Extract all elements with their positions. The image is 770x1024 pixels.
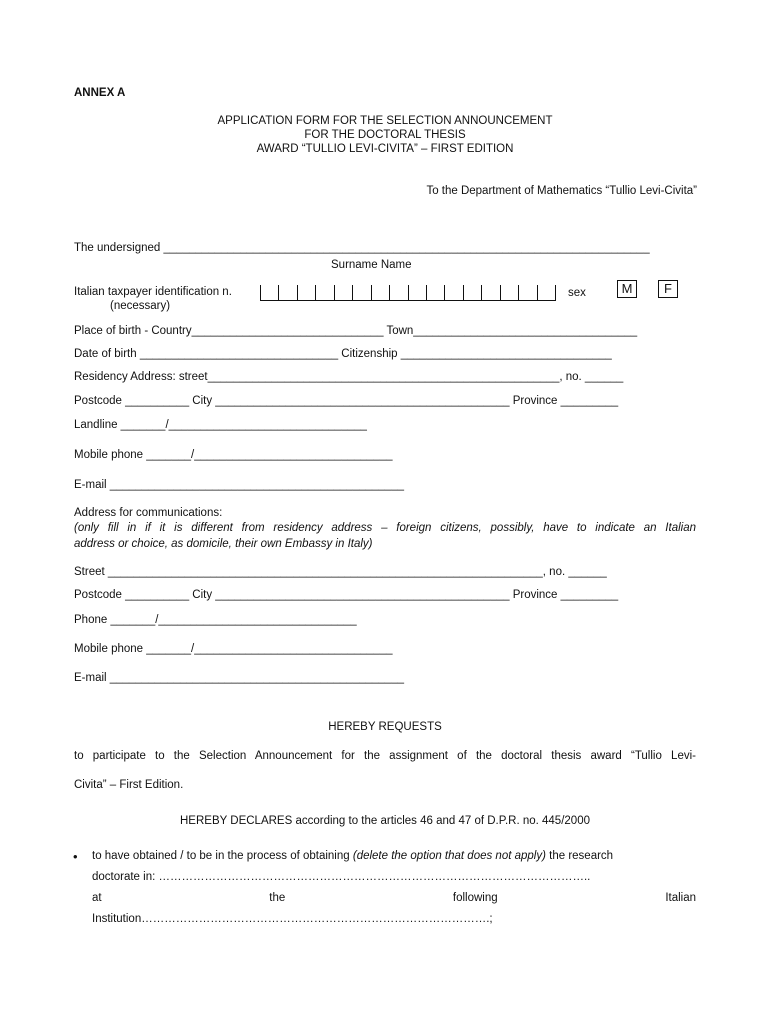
word-the: the (269, 892, 286, 904)
mobile-phone-field[interactable]: Mobile phone _______/_______________________________ (74, 449, 393, 461)
declaration-option-note: (delete the option that does not apply) (352, 850, 546, 862)
email-field[interactable]: E-mail ______________________________________________ (74, 479, 404, 491)
word-following: following (452, 892, 498, 904)
hereby-declares-heading: HEREBY DECLARES according to the articles 46 and 47 of D.P.R. no. 445/2000 (180, 815, 590, 827)
surname-name-caption: Surname Name (331, 259, 412, 271)
sex-label: sex (568, 287, 586, 299)
declaration-text-a: to have obtained / to be in the process of obtaining (92, 850, 353, 862)
form-title-line-1: APPLICATION FORM FOR THE SELECTION ANNOUNCEMENT (217, 115, 553, 127)
taxpayer-label: Italian taxpayer identification n. (74, 286, 232, 298)
form-title-line-3: AWARD “TULLIO LEVI-CIVITA” – FIRST EDITION (256, 143, 514, 155)
comm-mobile-phone-field[interactable]: Mobile phone _______/_______________________________ (74, 643, 393, 655)
declaration-line-1 (92, 850, 613, 862)
participate-text-line-2: Civita” – First Edition. (74, 779, 184, 791)
word-italian: Italian (665, 892, 696, 904)
comm-address-note-2: address or choice, as domicile, their own Embassy in Italy) (74, 538, 373, 550)
residency-postcode-city-field[interactable]: Postcode __________ City ______________________________________________ Province _________ (74, 395, 619, 407)
birth-place-field[interactable]: Place of birth - Country______________________________ Town___________________________________ (74, 325, 638, 337)
participate-text-line-1: to participate to the Selection Announcement for the assignment of the doctoral thesis award “Tullio Levi- (74, 750, 696, 762)
birth-date-citizenship-field[interactable]: Date of birth _______________________________ Citizenship _________________________________ (74, 348, 612, 360)
taxpayer-note: (necessary) (110, 300, 171, 312)
declaration-text-c: the research (545, 850, 614, 862)
comm-address-title: Address for communications: (74, 507, 223, 519)
hereby-requests-heading: HEREBY REQUESTS (328, 721, 442, 733)
form-title-line-2: FOR THE DOCTORAL THESIS (304, 129, 466, 141)
sex-male-checkbox[interactable]: M (617, 280, 637, 298)
institution-field[interactable]: Institution……………………………………………………………………………….; (92, 913, 493, 925)
comm-phone-field[interactable]: Phone _______/_______________________________ (74, 614, 357, 626)
comm-address-note-1: (only fill in if it is different from residency address – foreign citizens, possibly, have to indicate an Italian (74, 522, 696, 534)
word-at: at (92, 892, 102, 904)
doctorate-field[interactable]: doctorate in: ………………………………………………………………………………………………….. (92, 871, 591, 883)
comm-postcode-city-field[interactable]: Postcode __________ City ______________________________________________ Province _________ (74, 589, 619, 601)
taxpayer-id-boxes[interactable] (260, 285, 556, 301)
undersigned-field[interactable]: The undersigned ____________________________________________________________________________ (74, 242, 650, 254)
annex-label: ANNEX A (74, 87, 126, 99)
sex-female-checkbox[interactable]: F (658, 280, 678, 298)
comm-street-field[interactable]: Street ____________________________________________________________________, no. ______ (74, 566, 607, 578)
residency-street-field[interactable]: Residency Address: street_______________________________________________________, no. ______ (74, 371, 624, 383)
declaration-line-3 (92, 892, 696, 904)
bullet-dot: • (73, 849, 78, 864)
landline-field[interactable]: Landline _______/_______________________________ (74, 419, 367, 431)
addressee: To the Department of Mathematics “Tullio Levi-Civita” (426, 185, 697, 197)
comm-email-field[interactable]: E-mail ______________________________________________ (74, 672, 404, 684)
